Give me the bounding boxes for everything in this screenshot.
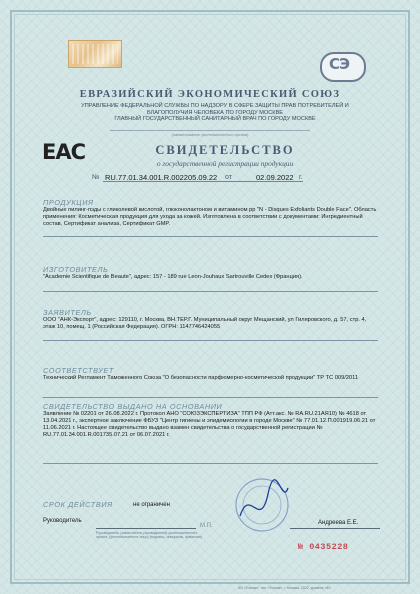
product-label: ПРОДУКЦИЯ [43,198,94,207]
certificate-date: 02.09.2022 [256,173,294,182]
agency-line: БЛАГОПОЛУЧИЯ ЧЕЛОВЕКА ПО ГОРОДУ МОСКВЕ [146,109,284,116]
manufacturer-label: ИЗГОТОВИТЕЛЬ [43,265,109,274]
certificate-title: СВИДЕТЕЛЬСТВО [155,143,295,157]
certificate-number: RU.77.01.34.001.R.002205.09.22 [105,173,218,182]
validity-label: СРОК ДЕЙСТВИЯ [43,500,113,509]
certificate-subtitle: о государственной регистрации продукции [156,159,294,168]
signer-role: Руководитель [43,518,82,524]
agency-line: ГЛАВНЫЙ ГОСУДАРСТВЕННЫЙ САНИТАРНЫЙ ВРАЧ ПО ГОРОДУ МОСКВЕ [114,116,316,123]
official-stamp-icon [230,476,294,534]
basis-text: Заявление № 02201 от 26.08.2022 г. Протокол АНО "СОЮЗЭКСПЕРТИЗА" ТПП РФ (Атт.акс. № RA.RU.21АЯ10) № 4618 от 13.04.2021 г., экспертное заключение ФБУЗ "Центр гигиены и эпидемиологии в городе Москве" № 77.01.12.П.001919.06.21 от 11.06.2021 г. Настоящее свидетельство выдано взамен свидетельства о государственной регистрации № RU.77.01.34.001.R.001735.07.21 от 06.07.2021 г. [43,411,376,438]
applicant-label: ЗАЯВИТЕЛЬ [43,308,92,317]
stamp-label: М.П. [200,523,213,529]
printer-note: АО «Гознак», тип. «Гознак», г. Москва, 2022, уровень «Б» [238,586,331,590]
union-title: ЕВРАЗИЙСКИЙ ЭКОНОМИЧЕСКИЙ СОЮЗ [79,89,341,100]
basis-label: СВИДЕТЕЛЬСТВО ВЫДАНО НА ОСНОВАНИИ [43,402,223,411]
basis-rule [43,463,378,464]
signer-name: Андреева Е.Е. [318,520,359,526]
signature-line [96,528,196,529]
compliance-text: Технический Регламент Таможенного Союза "О безопасности парфюмерно-косметической продукции" ТР ТС 009/2011 [43,375,359,381]
manufacturer-text: "Academie Scientifique de Beaute", адрес: 157 - 189 rue Leon-Jouhaux Sartrouville Cedex (Франция). [43,274,303,280]
date-from-label: от [225,174,232,181]
applicant-text: ООО "АНК-Экспорт", адрес: 129110, г. Москва, ВН.ТЕР.Г. Муниципальный округ Мещанский, ул Гиляровского, д. 57, стр. 4, этаж 10, помещ. 1 (Российская Федерация). ОГРН: 1147746424055 [43,317,367,330]
serial-number: № 0435228 [298,542,349,552]
compliance-label: СООТВЕТСТВУЕТ [43,366,114,375]
agency-caption: (наименование уполномоченного органа) [110,130,310,137]
hologram-seal [68,40,122,68]
agency-block [50,103,380,123]
manufacturer-rule [43,291,378,292]
validity-value: не ограничен [133,502,170,508]
compliance-rule [43,397,378,398]
union-logo-text: СЭ [329,55,350,73]
name-line [290,528,380,529]
signature-caption: Руководитель (заместитель руководителя) уполномоченного органа, (уполномоченное лицо) (подпись, инициалы, фамилия) [96,531,202,540]
year-suffix: г. [299,174,303,181]
number-underline [103,181,303,182]
eac-mark: EAC [42,140,86,164]
number-label: № [92,174,100,181]
applicant-rule [43,340,378,341]
product-text: Двойные пилинг-пэды с гликолевой кислотой, глюконолактоном и витамином pp "N - Disques Exfoliants Double Face". Область применения: Косметическая продукция для ухода за кожей. Изготовлена в соответствии с документами: Ингредиентный состав, Сертификат анализа, Сертификат GMP. [43,207,377,227]
agency-line: УПРАВЛЕНИЕ ФЕДЕРАЛЬНОЙ СЛУЖБЫ ПО НАДЗОРУ В СФЕРЕ ЗАЩИТЫ ПРАВ ПОТРЕБИТЕЛЕЙ И [81,103,349,109]
product-rule [43,236,378,237]
